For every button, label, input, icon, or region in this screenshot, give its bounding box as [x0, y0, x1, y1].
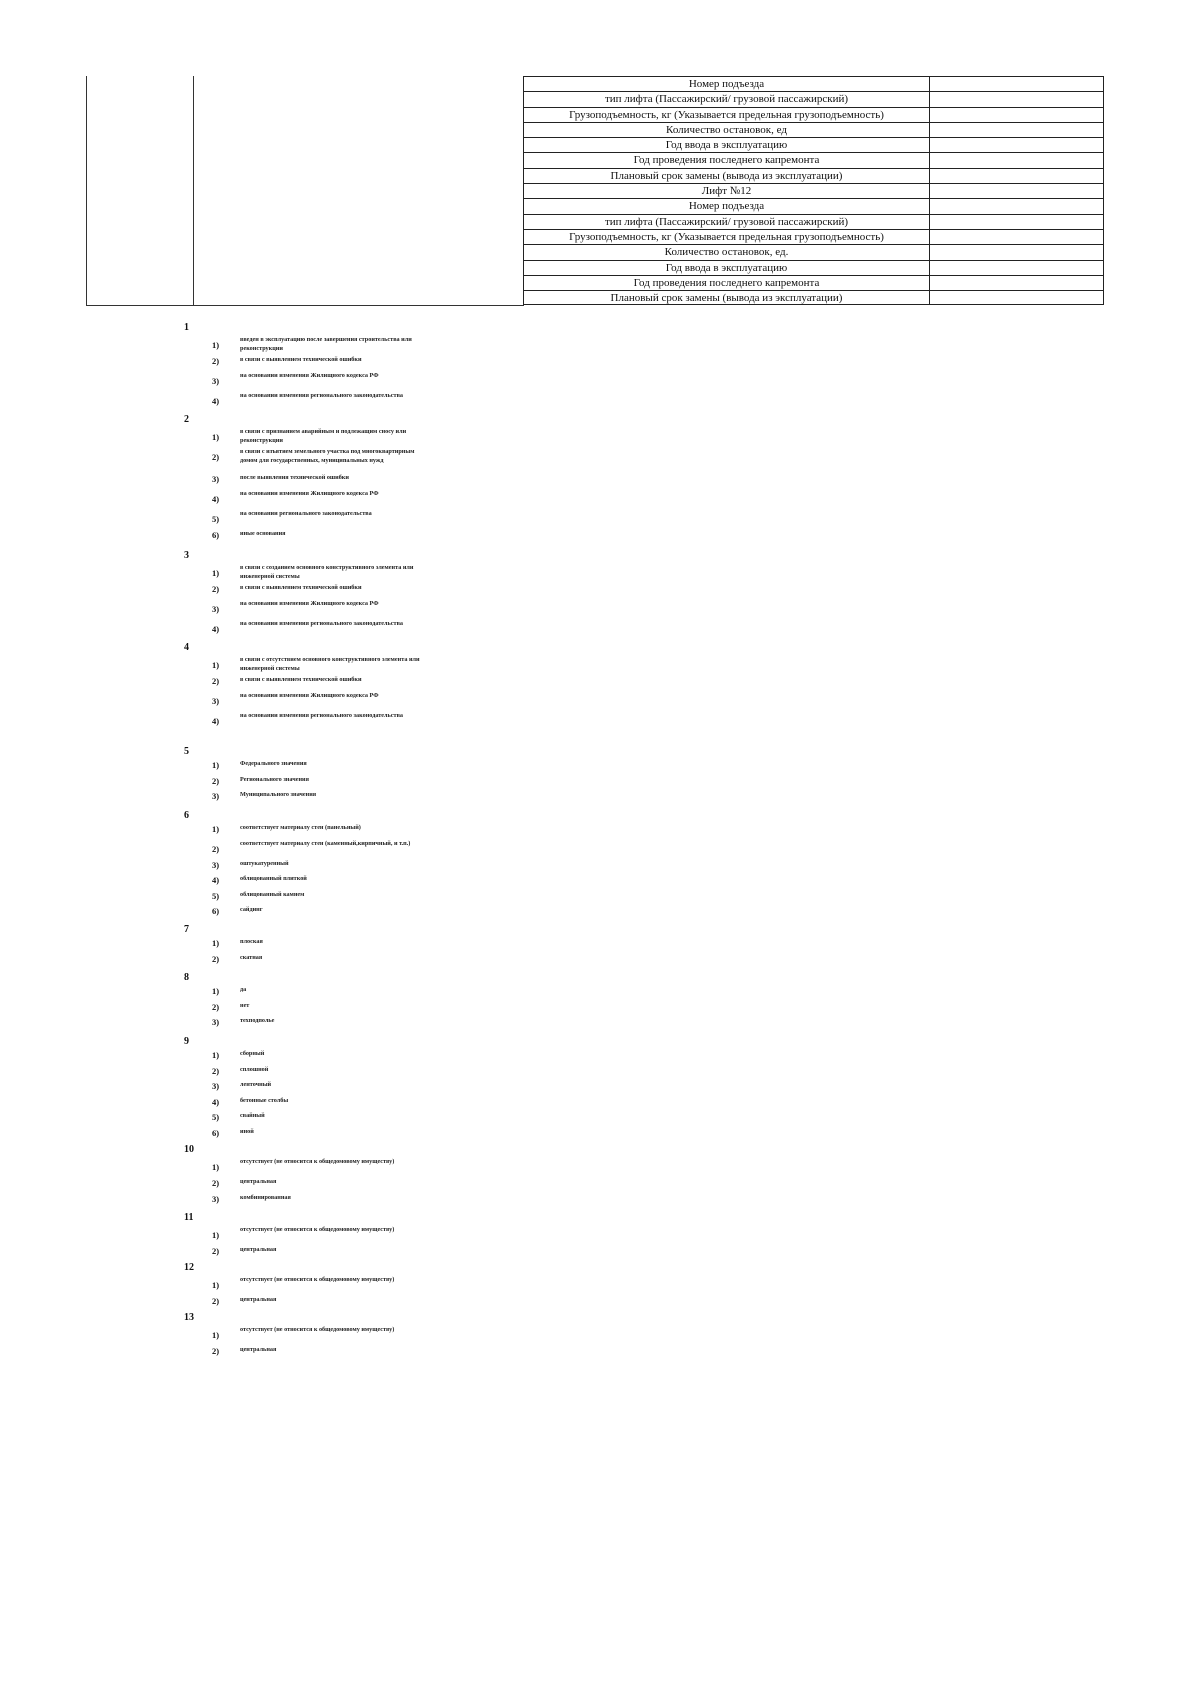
list-item-number: 5) [212, 513, 220, 524]
list-item-text: центральная [240, 1178, 277, 1185]
list-item-number: 1) [212, 568, 220, 578]
table-row-label: тип лифта (Пассажирский/ грузовой пассажирский) [523, 91, 930, 106]
list-item-number: 2) [212, 356, 220, 366]
list-item-text: в связи с выявлением технической ошибки [240, 356, 362, 363]
table-row-value [930, 183, 1104, 198]
list-item-text: отсутствует (не относится к общедомовому имуществу) [240, 1326, 395, 1333]
list-item-number: 6) [212, 1127, 220, 1138]
table-row-label: Количество остановок, ед [523, 122, 930, 137]
list-item-number: 3) [212, 695, 220, 706]
list-item-text: отсутствует (не относится к общедомовому имуществу) [240, 1158, 395, 1165]
group-number: 5 [184, 746, 189, 757]
table-row-value [930, 214, 1104, 229]
list-item-text: на основании изменения Жилищного кодекса РФ [240, 599, 379, 607]
list-item-number: 1) [212, 340, 220, 350]
list-item-text: на основании изменения Жилищного кодекса РФ [240, 691, 379, 699]
table-row-value [930, 168, 1104, 183]
list-item-text: свайный [240, 1112, 265, 1119]
list-item-text: после выявления технической ошибки [240, 474, 349, 481]
list-item-number: 1) [212, 1230, 220, 1240]
list-item-number: 2) [212, 676, 220, 686]
table-column-middle [194, 76, 524, 306]
list-item-text: сборный [240, 1050, 265, 1057]
list-item-text: в связи с изъятием земельного участка под многоквартирным домом для государственных, муниципальных нужд [240, 448, 415, 464]
table-row [523, 183, 1104, 198]
list-item-text: центральная [240, 1296, 277, 1303]
group-number: 4 [184, 642, 189, 653]
list-item-text: комбинированная [240, 1193, 291, 1201]
list-item-text: оштукатуренный [240, 859, 289, 867]
table-row-value [930, 122, 1104, 137]
list-item-number: 3) [212, 859, 220, 870]
table-row-value [930, 244, 1104, 259]
table-row-value [930, 260, 1104, 275]
list-item-number: 1) [212, 986, 220, 996]
table-row-label: Лифт №12 [523, 183, 930, 198]
table-row [523, 260, 1104, 275]
list-item-number: 4) [212, 493, 220, 504]
table-row [523, 91, 1104, 106]
group-number: 3 [184, 550, 189, 561]
list-item-text: бетонные столбы [240, 1096, 289, 1104]
table-row [523, 198, 1104, 213]
list-item-text: ленточный [240, 1081, 272, 1088]
list-item-number: 2) [212, 843, 220, 854]
table-column-left [86, 76, 194, 306]
table-row-value [930, 107, 1104, 122]
group-number: 12 [184, 1262, 194, 1273]
list-item-number: 2) [212, 953, 220, 964]
list-item-number: 1) [212, 760, 220, 770]
table-row-value [930, 137, 1104, 152]
group-number: 8 [184, 972, 189, 983]
table-row-label: Количество остановок, ед. [523, 244, 930, 259]
table-row-label: Год проведения последнего капремонта [523, 275, 930, 290]
table-row-value [930, 198, 1104, 213]
list-item-number: 6) [212, 906, 220, 916]
list-item-text: да [240, 986, 247, 993]
list-item-number: 1) [212, 660, 220, 670]
lift-table [86, 76, 1104, 306]
group-number: 13 [184, 1312, 194, 1323]
list-item-text: сайдинг [240, 906, 263, 913]
table-row [523, 76, 1104, 91]
table-row-label: тип лифта (Пассажирский/ грузовой пассажирский) [523, 214, 930, 229]
table-row [523, 122, 1104, 137]
list-item-number: 3) [212, 603, 220, 614]
list-item-number: 2) [212, 1246, 220, 1256]
list-item-number: 2) [212, 1001, 220, 1012]
list-item-text: облицованный камнем [240, 890, 305, 898]
list-item-number: 5) [212, 1112, 220, 1122]
table-row-value [930, 76, 1104, 91]
list-item-text: в связи с созданием основного конструктивного элемента или инженерной системы [240, 564, 414, 580]
list-item-number: 3) [212, 1017, 220, 1027]
list-item-number: 1) [212, 432, 220, 442]
list-item-text: иной [240, 1127, 254, 1135]
list-item-text: в связи с выявлением технической ошибки [240, 676, 362, 683]
table-row-value [930, 229, 1104, 244]
list-item-number: 3) [212, 1193, 220, 1204]
list-item-number: 1) [212, 1050, 220, 1060]
table-row-value [930, 290, 1104, 305]
list-item-number: 6) [212, 529, 220, 540]
list-item-number: 1) [212, 1162, 220, 1172]
table-row-label: Номер подъезда [523, 76, 930, 91]
list-item-number: 1) [212, 1330, 220, 1340]
table-row-label: Номер подъезда [523, 198, 930, 213]
list-item-number: 2) [212, 1296, 220, 1306]
list-item-text: Федерального значения [240, 760, 307, 767]
table-row-label: Год ввода в эксплуатацию [523, 137, 930, 152]
list-item-text: на основании изменения регионального законодательства [240, 391, 404, 399]
list-item-number: 2) [212, 584, 220, 594]
list-item-text: скатная [240, 953, 263, 961]
list-item-text: отсутствует (не относится к общедомовому имуществу) [240, 1276, 395, 1283]
table-row-label: Плановый срок замены (вывода из эксплуатации) [523, 290, 930, 305]
list-item-text: Муниципального значения [240, 791, 317, 798]
list-item-number: 4) [212, 623, 220, 634]
list-item-number: 2) [212, 1178, 220, 1188]
list-item-number: 3) [212, 1081, 220, 1091]
list-item-number: 2) [212, 452, 220, 462]
list-item-number: 4) [212, 1096, 220, 1107]
table-row [523, 107, 1104, 122]
list-item-number: 3) [212, 474, 220, 484]
list-item-text: в связи с выявлением технической ошибки [240, 584, 362, 591]
list-item-text: отсутствует (не относится к общедомовому имуществу) [240, 1226, 395, 1233]
list-item-text: центральная [240, 1246, 277, 1253]
table-row-value [930, 152, 1104, 167]
list-item-text: облицованный плиткой [240, 875, 307, 882]
table-row-label: Год ввода в эксплуатацию [523, 260, 930, 275]
list-item-text: соответствует материалу стен (каменный,кирпичный, и т.п.) [240, 839, 411, 847]
group-number: 11 [184, 1212, 194, 1223]
list-item-number: 4) [212, 875, 220, 885]
list-item-text: в связи с признанием аварийным и подлежащим сносу или реконструкции [240, 428, 407, 444]
table-row-label: Плановый срок замены (вывода из эксплуатации) [523, 168, 930, 183]
table-row [523, 214, 1104, 229]
table-row-label: Грузоподъемность, кг (Указывается предельная грузоподъемность) [523, 229, 930, 244]
list-item-text: Регионального значения [240, 775, 309, 783]
group-number: 10 [184, 1144, 194, 1155]
table-row [523, 244, 1104, 259]
list-item-number: 5) [212, 890, 220, 901]
list-item-text: сплошной [240, 1065, 269, 1073]
table-row-label: Грузоподъемность, кг (Указывается предельная грузоподъемность) [523, 107, 930, 122]
list-item-text: на основании регионального законодательства [240, 509, 372, 517]
list-item-number: 2) [212, 1065, 220, 1076]
table-row [523, 137, 1104, 152]
table-row [523, 229, 1104, 244]
list-item-number: 3) [212, 375, 220, 386]
list-item-number: 4) [212, 715, 220, 726]
list-item-text: центральная [240, 1346, 277, 1353]
list-item-text: соответствует материалу стен (панельный) [240, 824, 361, 831]
list-item-text: на основании изменения регионального законодательства [240, 711, 404, 719]
list-item-number: 4) [212, 395, 220, 406]
list-item-number: 3) [212, 791, 220, 801]
group-number: 2 [184, 414, 189, 425]
table-row-value [930, 275, 1104, 290]
list-item-number: 2) [212, 1346, 220, 1356]
group-number: 6 [184, 810, 189, 821]
group-number: 9 [184, 1036, 189, 1047]
group-number: 1 [184, 322, 189, 333]
list-item-number: 1) [212, 938, 220, 948]
list-item-number: 1) [212, 824, 220, 834]
table-row [523, 290, 1104, 305]
list-item-text: на основании изменения регионального законодательства [240, 619, 404, 627]
list-item-text: введен в эксплуатацию после завершения строительства или реконструкции [240, 336, 412, 352]
list-item-number: 1) [212, 1280, 220, 1290]
table-row-value [930, 91, 1104, 106]
list-item-text: плоская [240, 938, 263, 945]
list-item-text: иные основания [240, 529, 286, 537]
list-item-number: 2) [212, 775, 220, 786]
list-item-text: в связи с отсутствием основного конструктивного элемента или инженерной системы [240, 656, 420, 672]
list-item-text: техподполье [240, 1017, 275, 1024]
group-number: 7 [184, 924, 189, 935]
list-item-text: нет [240, 1001, 250, 1009]
table-row [523, 168, 1104, 183]
list-item-text: на основании изменения Жилищного кодекса РФ [240, 489, 379, 497]
lift-parameter-grid [523, 76, 1104, 305]
list-item-text: на основании изменения Жилищного кодекса РФ [240, 371, 379, 379]
table-row [523, 275, 1104, 290]
table-row [523, 152, 1104, 167]
table-row-label: Год проведения последнего капремонта [523, 152, 930, 167]
